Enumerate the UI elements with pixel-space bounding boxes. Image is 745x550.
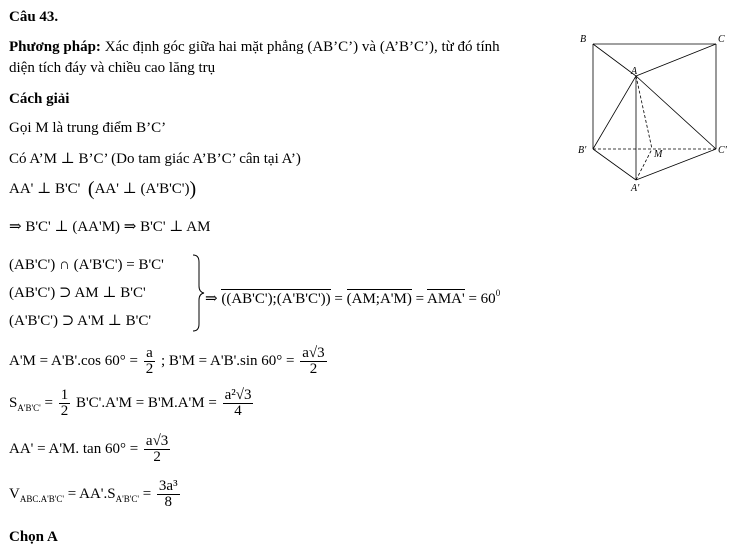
equation-6 bbox=[9, 476, 182, 517]
eq6-v: V bbox=[9, 486, 20, 502]
angle-lines: (AM;A'M) bbox=[346, 291, 412, 307]
result-arrow: ⇒ bbox=[205, 291, 218, 307]
method-line-2: diện tích đáy và chiều cao lăng trụ bbox=[9, 60, 216, 76]
eq1-part-b: AA' ⊥ (A'B'C') bbox=[94, 181, 190, 197]
label-A-prime: A' bbox=[631, 183, 640, 194]
perpendicular-line: Có A’M ⊥ B’C’ (Do tam giác A’B’C’ cân tại A’) bbox=[9, 151, 301, 167]
system-row-2: (AB'C') ⊃ AM ⊥ B'C' bbox=[9, 285, 146, 301]
result-degree: 0 bbox=[495, 288, 501, 298]
angle-planes: ((AB'C');(A'B'C')) bbox=[221, 291, 331, 307]
label-C-prime: C' bbox=[718, 145, 727, 156]
fraction-a-root3-over-2: $\frac{a√3}{2}$ bbox=[302, 345, 325, 378]
fraction-volume: $\frac{\text{3a³}}{8}$ bbox=[158, 478, 178, 511]
answer: Chọn A bbox=[9, 529, 58, 545]
fraction-half: $\frac{1}{2}$ bbox=[60, 387, 69, 420]
equation-2: ⇒ B'C' ⊥ (AA'M) ⇒ B'C' ⊥ AM bbox=[9, 219, 211, 235]
eq1-part-a: AA' ⊥ B'C' bbox=[9, 181, 81, 197]
eq3-part-a: A'M = A'B'.cos 60° = bbox=[9, 353, 138, 369]
label-A: A bbox=[631, 66, 638, 77]
eq4-mid: B'C'.A'M = B'M.A'M = bbox=[75, 395, 217, 411]
eq4-subscript: A'B'C' bbox=[17, 403, 41, 413]
fraction-height: $\frac{a√3}{2}$ bbox=[145, 433, 169, 466]
eq6-mid: = AA'.S bbox=[67, 486, 116, 502]
prism-figure bbox=[576, 32, 741, 202]
equation-1: AA' ⊥ B'C' (AA' ⊥ (A'B'C')) bbox=[9, 178, 197, 200]
fraction-area: $\frac{\text{a²√3}}{4}$ bbox=[224, 387, 252, 420]
label-B: B bbox=[580, 34, 587, 45]
eq4-eq: = bbox=[44, 395, 53, 411]
fraction-a-over-2: $\frac{a}{2}$ bbox=[145, 345, 154, 378]
result-value: = 60 bbox=[468, 291, 496, 307]
system-brace bbox=[191, 254, 205, 332]
eq3-part-b: ; B'M = A'B'.sin 60° = bbox=[160, 353, 295, 369]
eq6-subscript-2: A'B'C' bbox=[115, 494, 139, 504]
eq4-s: S bbox=[9, 395, 18, 411]
label-M: M bbox=[654, 149, 663, 160]
angle-ama: AMA' bbox=[427, 291, 465, 307]
result-eq-2: = bbox=[415, 291, 425, 307]
system-row-1: (AB'C') ∩ (A'B'C') = B'C' bbox=[9, 257, 164, 273]
eq6-eq: = bbox=[142, 486, 152, 502]
label-C: C bbox=[718, 34, 725, 45]
result-eq-1: = bbox=[334, 291, 343, 307]
system-result bbox=[205, 284, 500, 308]
method-text-1: Xác định góc giữa hai mặt phẳng (AB’C’) và (A’B’C’), từ đó tính bbox=[100, 39, 500, 55]
eq6-subscript: ABC.A'B'C' bbox=[19, 494, 64, 504]
solution-label: Cách giải bbox=[9, 91, 70, 107]
midpoint-line: Gọi M là trung điểm B’C’ bbox=[9, 120, 167, 136]
label-B-prime: B' bbox=[578, 145, 587, 156]
eq5-text: AA' = A'M. tan 60° = bbox=[9, 441, 139, 457]
question-title: Câu 43. bbox=[9, 9, 59, 25]
equation-5 bbox=[9, 432, 172, 466]
equation-4 bbox=[9, 385, 255, 426]
system-row-3: (A'B'C') ⊃ A'M ⊥ B'C' bbox=[9, 313, 152, 329]
equation-3 bbox=[9, 344, 329, 378]
method-line-1 bbox=[9, 38, 500, 56]
method-label: Phương pháp: bbox=[9, 39, 101, 55]
